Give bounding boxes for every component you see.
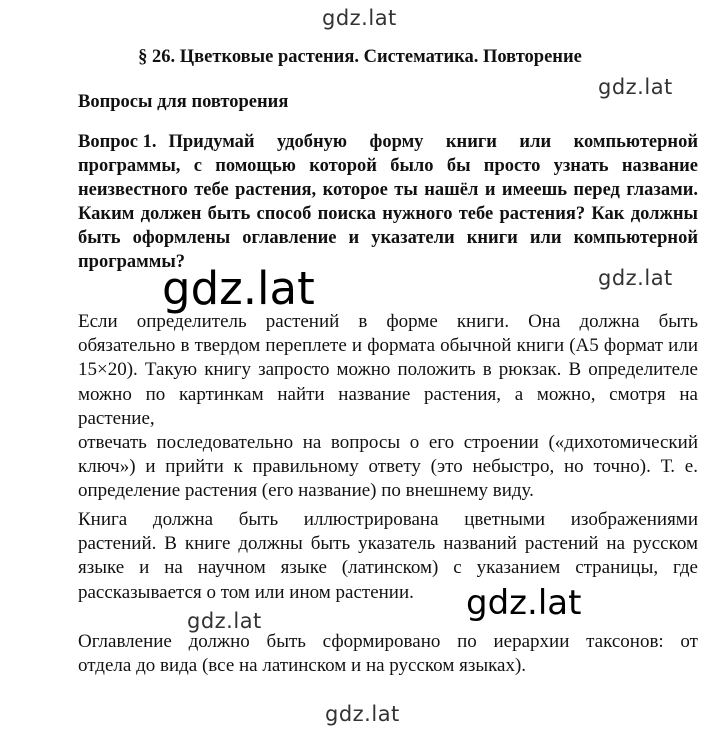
question-line: быть оформлены оглавление и указатели книги или компьютерной: [78, 228, 698, 248]
question-label: Вопрос 1.: [78, 132, 157, 152]
paragraph-line: определение растения (его название) по внешнему виду.: [78, 480, 534, 502]
watermark-top: gdz.lat: [322, 6, 397, 30]
paragraph-line: можно по картинкам найти название растения, а можно, смотря на растение,: [78, 383, 698, 429]
watermark-mid-left: gdz.lat: [187, 609, 262, 633]
paragraph-line: языке и на научном языке (латинском) с указанием страницы, где: [78, 557, 698, 579]
answer-paragraph-3: [78, 630, 698, 678]
watermark-mid-right: gdz.lat: [466, 583, 582, 623]
paragraph-line: 15×20). Такую книгу запросто можно положить в рюкзак. В определителе: [78, 359, 698, 381]
question-line: программы, с помощью которой было бы просто узнать название: [78, 156, 698, 176]
answer-paragraph-2: [78, 508, 698, 605]
question-block: [78, 130, 698, 274]
question-line: Каким должен быть способ поиска нужного тебе растения? Как должны: [78, 204, 698, 224]
watermark-right-2: gdz.lat: [598, 266, 673, 290]
watermark-bottom: gdz.lat: [325, 702, 400, 726]
question-line: программы?: [78, 252, 186, 272]
answer-paragraph-1: [78, 310, 698, 504]
section-title: § 26. Цветковые растения. Систематика. Повторение: [138, 47, 582, 67]
paragraph-line: отвечать последовательно на вопросы о его строении («дихотомический: [78, 432, 698, 454]
paragraph-line: Если определитель растений в форме книги. Она должна быть: [78, 311, 698, 332]
watermark-right-1: gdz.lat: [598, 75, 673, 99]
paragraph-line: ключ») и прийти к правильному ответу (это небыстро, но точно). Т. е.: [78, 456, 698, 478]
paragraph-line: рассказывается о том или ином растении.: [78, 581, 414, 603]
paragraph-line: растений. В книге должны быть указатель названий растений на русском: [78, 533, 698, 555]
paragraph-line: обязательно в твердом переплете и формата обычной книги (А5 формат или: [78, 335, 698, 357]
paragraph-line: Книга должна быть иллюстрирована цветными изображениями: [78, 509, 698, 530]
watermark-big: gdz.lat: [162, 262, 315, 315]
question-line: Придумай удобную форму книги или компьютерной: [168, 132, 698, 152]
paragraph-line: отдела до вида (все на латинском и на русском языках).: [78, 655, 527, 677]
section-subtitle: Вопросы для повторения: [78, 92, 289, 112]
paragraph-line: Оглавление должно быть сформировано по иерархии таксонов: от: [78, 631, 698, 652]
question-line: неизвестного тебе растения, которое ты нашёл и имеешь перед глазами.: [78, 180, 698, 200]
